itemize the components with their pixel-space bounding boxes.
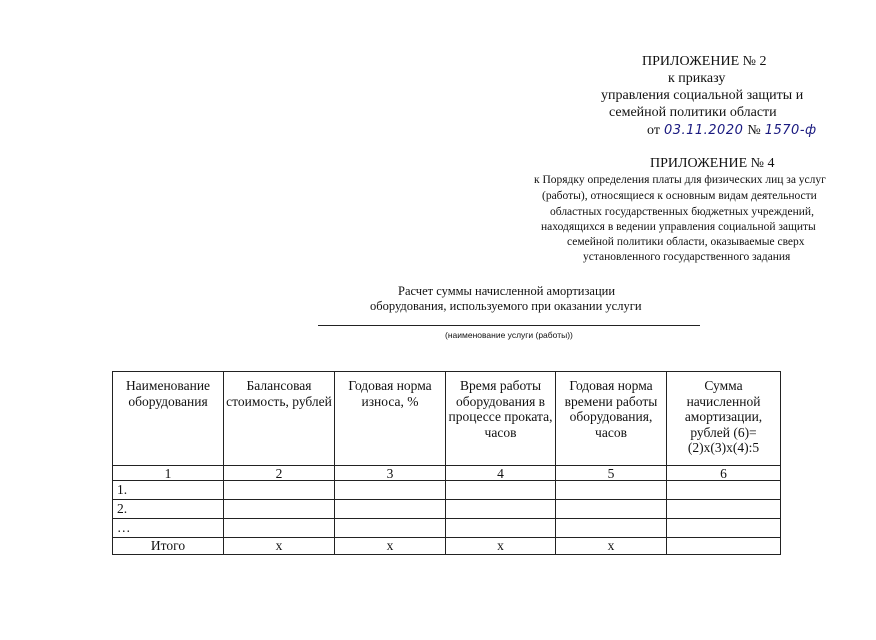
table-cell bbox=[556, 500, 667, 519]
table-number-row bbox=[113, 466, 781, 481]
table-cell bbox=[335, 481, 446, 500]
appendix-2-line-1: к приказу bbox=[668, 71, 726, 86]
appendix-4-line-2: (работы), относящиеся к основным видам деятельности bbox=[542, 190, 817, 202]
appendix-4-line-1: к Порядку определения платы для физических лиц за услуг bbox=[534, 174, 826, 186]
calc-title-line-2: оборудования, используемого при оказании услуги bbox=[370, 299, 642, 313]
table-cell bbox=[446, 481, 556, 500]
appendix-4-line-5: семейной политики области, оказываемые сверх bbox=[567, 236, 805, 248]
appendix-4-title: ПРИЛОЖЕНИЕ № 4 bbox=[650, 156, 775, 171]
table-cell bbox=[556, 519, 667, 538]
total-cell: х bbox=[446, 538, 556, 555]
table-cell bbox=[224, 481, 335, 500]
header-amortization-sum: Сумма начисленной амортизации, рублей (6)=(2)x(3)x(4):5 bbox=[667, 372, 781, 466]
number-sign: № bbox=[747, 123, 761, 138]
row-label: 1. bbox=[113, 481, 224, 500]
table-cell bbox=[667, 519, 781, 538]
column-number: 2 bbox=[224, 466, 335, 481]
header-annual-time: Годовая норма времени работы оборудования, часов bbox=[556, 372, 667, 466]
handwritten-number: 1570-ф bbox=[764, 123, 817, 138]
table-cell bbox=[556, 481, 667, 500]
table-cell bbox=[335, 519, 446, 538]
table-row bbox=[113, 481, 781, 500]
column-number: 1 bbox=[113, 466, 224, 481]
total-cell: х bbox=[335, 538, 446, 555]
total-cell: х bbox=[224, 538, 335, 555]
service-name-caption: (наименование услуги (работы)) bbox=[445, 330, 573, 340]
table-cell bbox=[667, 481, 781, 500]
header-equipment-name: Наименование оборудования bbox=[113, 372, 224, 466]
appendix-4-line-4: находящихся в ведении управления социальной защиты bbox=[541, 221, 816, 233]
service-name-blank-line bbox=[318, 325, 700, 326]
appendix-2-line-2: управления социальной защиты и bbox=[601, 88, 804, 103]
table-header-row bbox=[113, 372, 781, 466]
table-cell bbox=[667, 500, 781, 519]
appendix-2-title: ПРИЛОЖЕНИЕ № 2 bbox=[642, 54, 767, 69]
header-wear-rate: Годовая норма износа, % bbox=[335, 372, 446, 466]
total-cell: х bbox=[556, 538, 667, 555]
table-row bbox=[113, 500, 781, 519]
row-label: … bbox=[113, 519, 224, 538]
table-total-row bbox=[113, 538, 781, 555]
handwritten-date: 03.11.2020 bbox=[663, 123, 744, 138]
appendix-2-date-line bbox=[647, 121, 817, 139]
column-number: 3 bbox=[335, 466, 446, 481]
appendix-4-line-6: установленного государственного задания bbox=[583, 251, 791, 263]
calc-title-line-1: Расчет суммы начисленной амортизации bbox=[398, 284, 616, 298]
header-balance-cost: Балансовая стоимость, рублей bbox=[224, 372, 335, 466]
table-row bbox=[113, 519, 781, 538]
appendix-4-line-3: областных государственных бюджетных учреждений, bbox=[550, 206, 814, 218]
column-number: 5 bbox=[556, 466, 667, 481]
total-cell bbox=[667, 538, 781, 555]
appendix-2-line-3: семейной политики области bbox=[609, 105, 777, 120]
column-number: 4 bbox=[446, 466, 556, 481]
row-label: 2. bbox=[113, 500, 224, 519]
header-rental-time: Время работы оборудования в процессе проката, часов bbox=[446, 372, 556, 466]
table-cell bbox=[446, 519, 556, 538]
date-prefix: от bbox=[647, 123, 660, 138]
total-label: Итого bbox=[113, 538, 224, 555]
column-number: 6 bbox=[667, 466, 781, 481]
amortization-table bbox=[112, 371, 781, 555]
table-cell bbox=[335, 500, 446, 519]
table-cell bbox=[224, 519, 335, 538]
table-cell bbox=[224, 500, 335, 519]
table-cell bbox=[446, 500, 556, 519]
